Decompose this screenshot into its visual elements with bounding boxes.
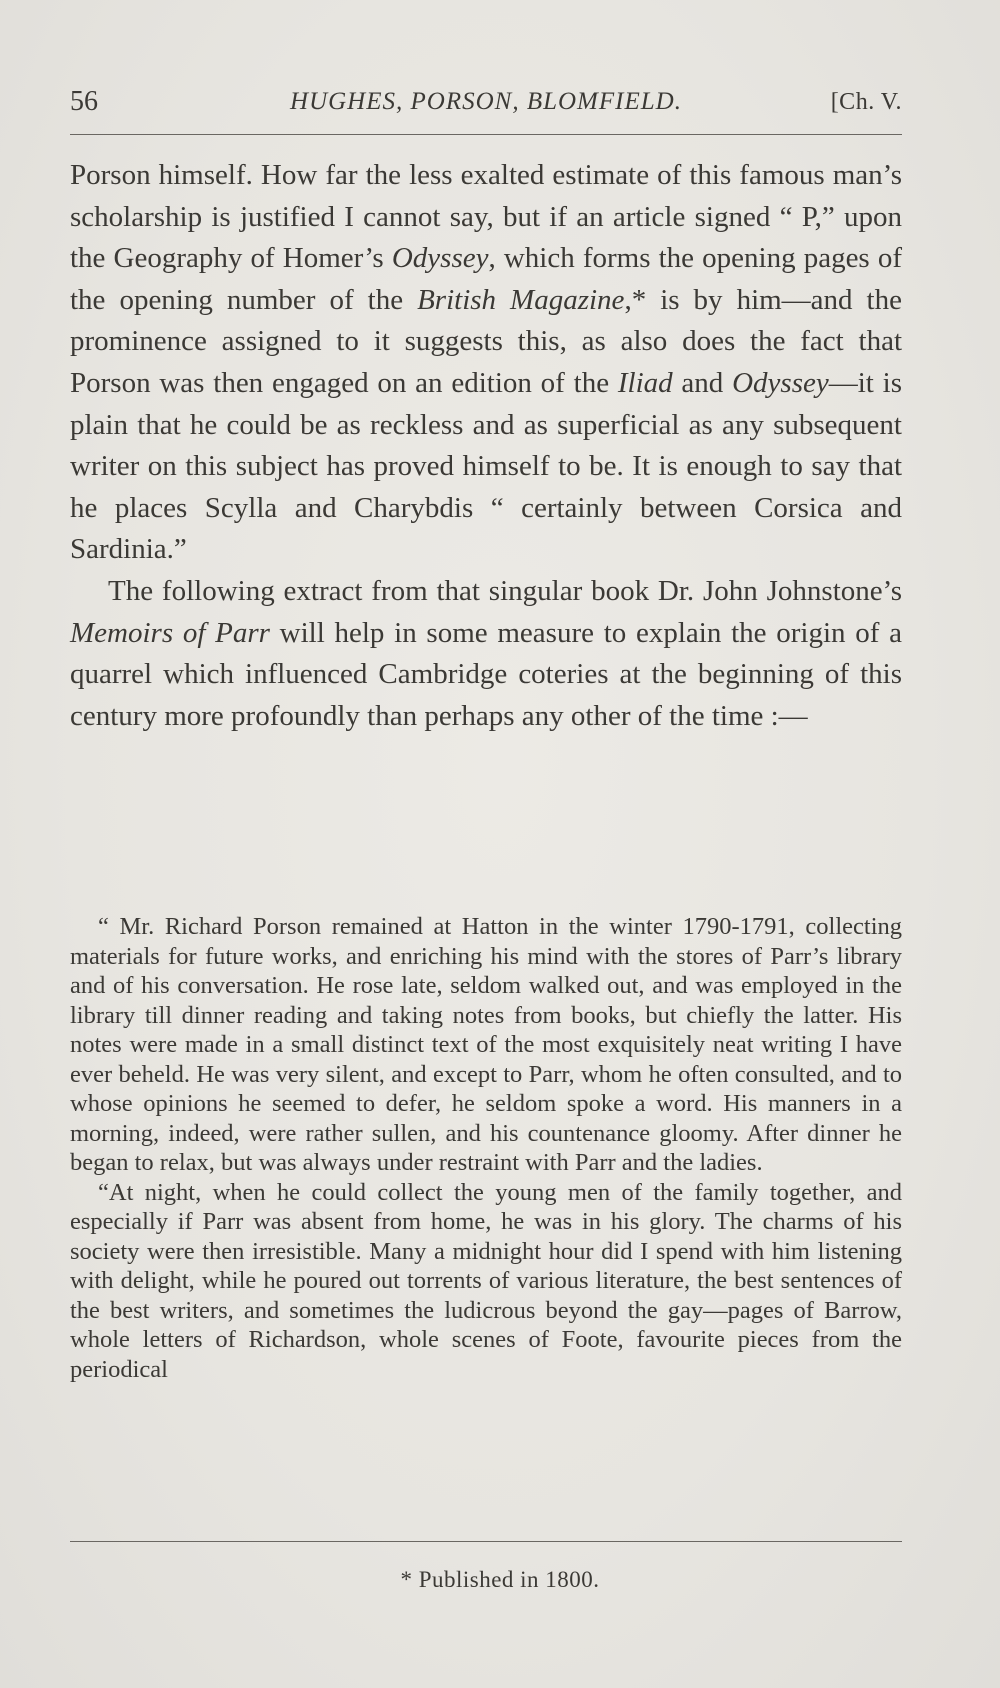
body-paragraph: Porson himself. How far the less exalted estimate of this famous man’s scholarship is justified I cannot say, but if an article signed “ P,” upon the Geography of Homer’s Odyssey, which forms the opening pages of the opening number of the British Magazine,* is by him—and the prominence assigned to it suggests this, as also does the fact that Porson was then engaged on an edition of the Iliad and Odyssey—it is plain that he could be as reckless and as superficial as any subsequent writer on this subject has proved himself to be. It is enough to say that he places Scylla and Charybdis “ certainly between Corsica and Sardinia.” xyxy=(70,159,902,566)
main-text xyxy=(70,155,902,737)
page-number: 56 xyxy=(70,86,98,117)
footnote: * Published in 1800. xyxy=(400,1567,600,1592)
footnote-rule xyxy=(70,1541,902,1542)
chapter-reference: [Ch. V. xyxy=(830,89,902,115)
quote-paragraph: “ Mr. Richard Porson remained at Hatton in the winter 1790-1791, collecting materials for future works, and enriching his mind with the stores of Parr’s library and of his conversation. He rose late, seldom walked out, and was employed in the library till dinner reading and taking notes from books, but chiefly the latter. His notes were made in a small distinct text of the most exquisitely neat writing I have ever beheld. He was very silent, and except to Parr, whom he often consulted, and to whose opinions he seemed to defer, he seldom spoke a word. His manners in a morning, indeed, were rather sullen, and his countenance gloomy. After dinner he began to relax, but was always under restraint with Parr and the ladies. xyxy=(70,913,902,1176)
page-header xyxy=(70,80,902,124)
header-rule xyxy=(70,134,902,135)
block-quote xyxy=(70,912,902,1384)
running-head: HUGHES, PORSON, BLOMFIELD. xyxy=(290,88,682,115)
quote-paragraph: “At night, when he could collect the young men of the family together, and especially if Parr was absent from home, he was in his glory. The charms of his society were then irresistible. Many a midnight hour did I spend with him listening with delight, while he poured out torrents of various literature, the best sentences of the best writers, and sometimes the ludicrous beyond the gay—pages of Barrow, whole letters of Richardson, whole scenes of Foote, favourite pieces from the periodical xyxy=(70,1178,902,1383)
body-paragraph: The following extract from that singular book Dr. John Johnstone’s Memoirs of Parr will help in some measure to explain the origin of a quarrel which influenced Cambridge coteries at the beginning of this century more profoundly than perhaps any other of the time :— xyxy=(70,574,902,732)
